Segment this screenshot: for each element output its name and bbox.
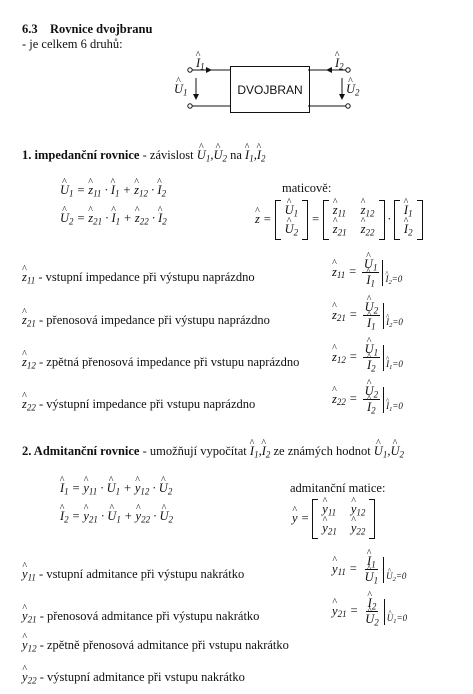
param-y22-text: - výstupní admitance při vstupu nakrátko (39, 670, 245, 684)
matrix-label: maticově: (282, 181, 332, 195)
impedance-matrix: ^ z = ^ $U_1$ ^ $U_2$ = ^ $z_{11}$ ^ $z_{12}$ ^ $z_{21}$ ^ $z_{22}$ · ^ $I_1$ ^ $I_2$ (255, 200, 423, 240)
label-u1: ^ $U_1$ (174, 82, 188, 97)
label-i1: ^ $I_1$ (196, 56, 205, 71)
label-i2: ^ $I_2$ (335, 56, 344, 71)
admittance-matrix: ^ y = ^ $y_{11}$ ^ $y_{12}$ ^ $y_{21}$ ^ $y_{22}$ (292, 499, 375, 539)
param-y12-text: - zpětně přenosová admitance při vstupu nakrátko (39, 638, 289, 652)
admittance-heading-mid: ze známých hodnot (273, 444, 371, 458)
two-port-label: DVOJBRAN (237, 82, 303, 97)
formula-y11: ^ $y_{11}$ = ^ $I_1$ ^ $U_1$ ^ $U_2=0$ (332, 555, 406, 584)
admittance-eq-1: ^ $I_1$ = ^ $y_{11}$ · ^ $U_1$ + ^ $y_{12}$ · ^ $U_2$ (60, 481, 172, 496)
formula-z21: ^ $z_{21}$ = ^ $U_2$ ^ $I_1$ ^ $I_2=0$ (332, 301, 403, 330)
formula-z11: ^ $z_{11}$ = ^ $U_1$ ^ $I_1$ ^ $I_2=0$ (332, 258, 402, 287)
admittance-heading-bold: 2. Admitanční rovnice (22, 444, 140, 458)
formula-z22: ^ $z_{22}$ = ^ $U_2$ ^ $I_2$ ^ $I_1=0$ (332, 385, 403, 414)
impedance-eq-2: ^ $U_2$ = ^ $z_{21}$ · ^ $I_1$ + ^ $z_{22}$ · ^ $I_2$ (60, 211, 167, 226)
param-y12: ^ $y_{12}$ - zpětně přenosová admitance při vstupu nakrátko (22, 638, 289, 653)
section-subtitle: - je celkem 6 druhů: (22, 37, 123, 51)
param-z21-text: - přenosová impedance při výstupu naprázdno (39, 313, 270, 327)
param-z21: ^ $z_{21}$ - přenosová impedance při výstupu naprázdno (22, 313, 270, 328)
section-title: Rovnice dvojbranu (50, 22, 153, 36)
param-z12-text: - zpětná přenosová impedance při vstupu naprázdno (39, 355, 300, 369)
impedance-eq-1: ^ $U_1$ = ^ $z_{11}$ · ^ $I_1$ + ^ $z_{12}$ · ^ $I_2$ (60, 183, 166, 198)
param-z22: ^ $z_{22}$ - výstupní impedance při vstupu naprázdno (22, 397, 255, 412)
admittance-eq-2: ^ $I_2$ = ^ $y_{21}$ · ^ $U_1$ + ^ $y_{22}$ · ^ $U_2$ (60, 509, 173, 524)
label-u2: ^ $U_2$ (346, 82, 360, 97)
param-y11-text: - vstupní admitance při výstupu nakrátko (39, 567, 245, 581)
formula-y21: ^ $y_{21}$ = ^ $I_2$ ^ $U_2$ ^ $U_1=0$ (332, 597, 407, 626)
param-y21: ^ $y_{21}$ - přenosová admitance při výstupu nakrátko (22, 609, 259, 624)
param-y22: ^ $y_{22}$ - výstupní admitance při vstupu nakrátko (22, 670, 245, 685)
admittance-matrix-label: admitanční matice: (290, 481, 386, 495)
param-y21-text: - přenosová admitance při výstupu nakrátko (39, 609, 260, 623)
section-number: 6.3 (22, 22, 38, 36)
formula-z12: ^ $z_{12}$ = ^ $U_1$ ^ $I_2$ ^ $I_1=0$ (332, 343, 403, 372)
admittance-heading-rest: - umožňují vypočítat (139, 444, 247, 458)
param-y11: ^ $y_{11}$ - vstupní admitance při výstupu nakrátko (22, 567, 244, 582)
impedance-heading-bold: 1. impedanční rovnice (22, 148, 140, 162)
impedance-heading-rest: - závislost (139, 148, 194, 162)
impedance-heading: 1. impedanční rovnice - závislost ^ $U_1,\^{}$ $U_2$ na ^ $I_1,\^{}$ $I_2$ (22, 148, 266, 163)
two-port-box (230, 66, 310, 113)
param-z12: ^ $z_{12}$ - zpětná přenosová impedance při vstupu naprázdno (22, 355, 299, 370)
admittance-heading: 2. Admitanční rovnice - umožňují vypočítat ^ $I_1,\^{}$ $I_2$ ze známých hodnot ^ $U_1,\^{}$ $U_2$ (22, 444, 404, 459)
param-z22-text: - výstupní impedance při vstupu naprázdno (39, 397, 256, 411)
param-z11-text: - vstupní impedance při výstupu naprázdno (38, 270, 255, 284)
param-z11: ^ $z_{11}$ - vstupní impedance při výstupu naprázdno (22, 270, 255, 285)
impedance-heading-and: na (230, 148, 242, 162)
